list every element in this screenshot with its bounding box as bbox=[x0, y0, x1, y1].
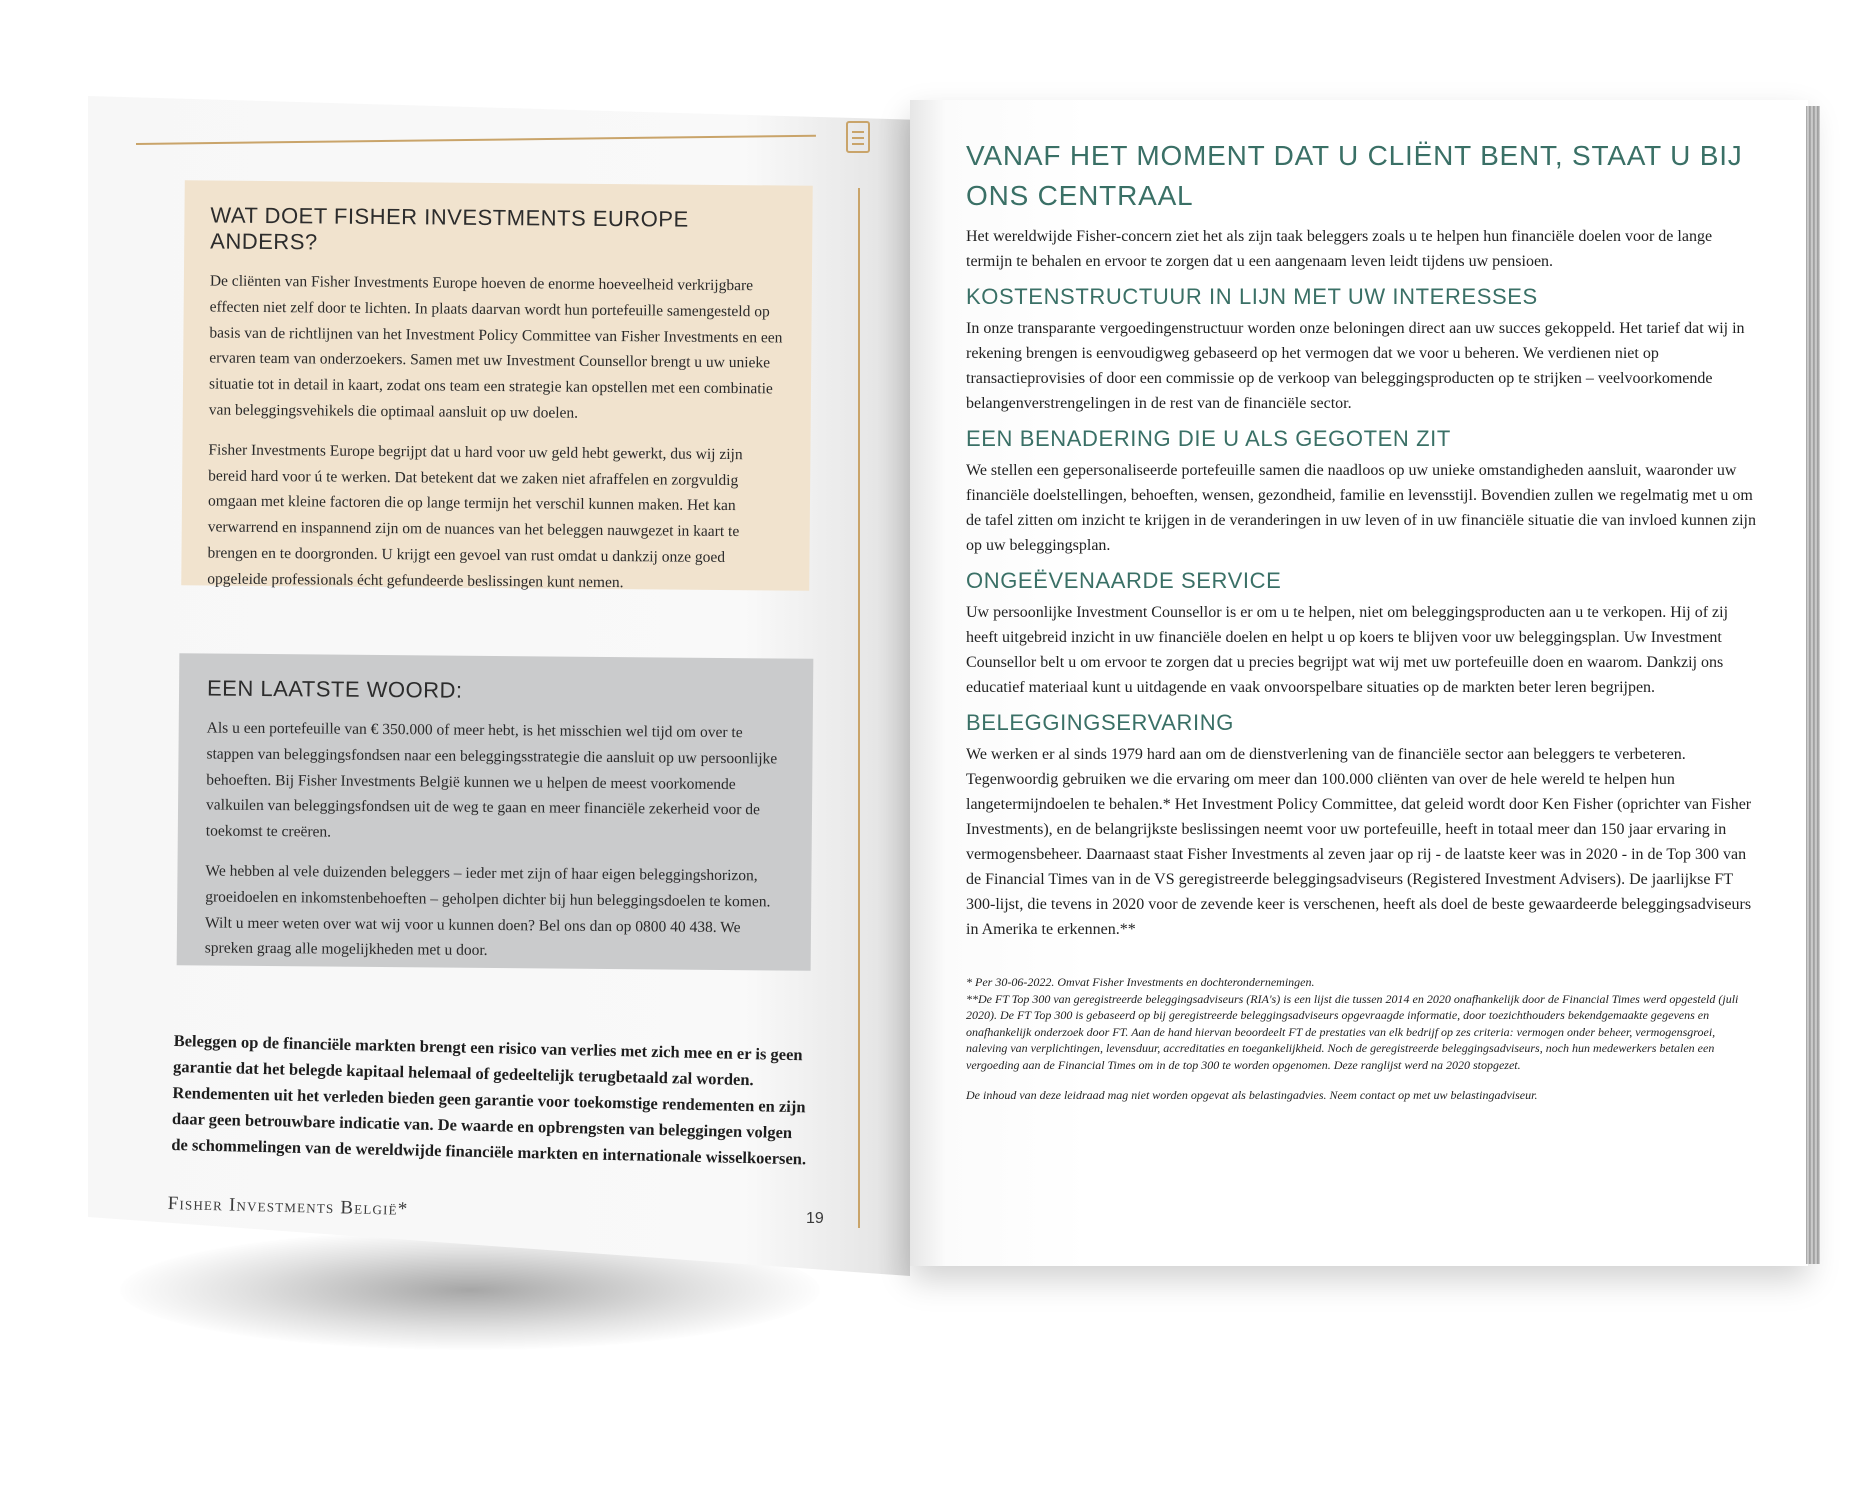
page-stack-edge bbox=[1806, 106, 1820, 1264]
box-paragraph: Als u een portefeuille van € 350.000 of meer hebt, is het misschien wel tijd om over te stappen van beleggingsfondsen naar een beleggingsstrategie die aansluit op uw persoonlijke behoeften. Bij Fisher Investments België kunnen we u helpen de meest voorkomende valkuilen van beleggingsfondsen uit de weg te gaan en meer financiële zekerheid voor de toekomst te creëren. bbox=[205, 719, 778, 841]
vertical-rule bbox=[858, 188, 860, 1228]
section-paragraph: We stellen een gepersonaliseerde portefeuille samen die naadloos op uw unieke omstandigheden aansluit, waaronder uw financiële doelstellingen, behoeften, wensen, gezondheid, familie en levensstijl. Bovendien zullen we regelmatig met u om de tafel zitten om inzicht te krijgen in de veranderingen in uw leven of in uw financiële situatie die van invloed kunnen zijn op uw beleggingsplan. bbox=[966, 462, 1756, 554]
document-list-icon bbox=[846, 121, 870, 153]
right-column bbox=[966, 136, 1756, 1104]
section-title: ONGEËVENAARDE SERVICE bbox=[966, 568, 1282, 593]
box-paragraph: We hebben al vele duizenden beleggers – ieder met zijn of haar eigen beleggingshorizon, groeidoelen en inkomstenbehoeften – geholpen dichter bij hun beleggingsdoelen te komen. Wilt u meer weten over wat wij voor u kunnen doen? Bel ons dan op 0800 40 438. We spreken graag alle mogelijkheden met u door. bbox=[204, 862, 771, 960]
box-title: WAT DOET FISHER INVESTMENTS EUROPE ANDERS? bbox=[210, 202, 689, 255]
risk-disclaimer: Beleggen op de financiële markten brengt een risico van verlies met zich mee en er is geen garantie dat het belegde kapitaal helemaal of gedeeltelijk terugbetaald zal worden. Rendementen uit het verleden bieden geen garantie voor toekomstige rendementen en zijn daar geen betrouwbare indicatie van. De waarde en opbrengsten van beleggingen volgen de schommelingen van de wereldwijde financiële markten en internationale wisselkoersen. bbox=[171, 1030, 807, 1169]
info-box-anders bbox=[181, 180, 813, 590]
section-title: EEN BENADERING DIE U ALS GEGOTEN ZIT bbox=[966, 426, 1451, 451]
footnote: * Per 30-06-2022. Omvat Fisher Investments en dochterondernemingen. bbox=[966, 975, 1315, 989]
section-paragraph: In onze transparante vergoedingenstructuur worden onze beloningen direct aan uw succes gekoppeld. Het tarief dat wij in rekening brengen is eenvoudigweg gebaseerd op het vermogen dat we voor u beheren. We verdienen niet op transactieprovisies of door een commissie op de verkoop van beleggingsproducten op te strijken – veelvoorkomende belangenverstrengelingen in de rest van de financiële sector. bbox=[966, 320, 1745, 412]
page-title: VANAF HET MOMENT DAT U CLIËNT BENT, STAAT U BIJ ONS CENTRAAL bbox=[966, 140, 1743, 211]
brand-name: Fisher Investments België* bbox=[167, 1193, 409, 1220]
box-paragraph: Fisher Investments Europe begrijpt dat u hard voor uw geld hebt gewerkt, dus wij zijn bereid hard voor ú te werken. Dat betekent dat we zaken niet afraffelen en zorgvuldig omgaan met kleine factoren die op lange termijn het verschil kunnen maken. Het kan verwarrend en inspannend zijn om de nuances van het beleggen nauwgezet in kaart te brengen en te doorgronden. U krijgt een gevoel van rust omdat u dankzij onze goed opgeleide professionals écht gefundeerde beslissingen kunt nemen. bbox=[207, 441, 743, 591]
section-title: KOSTENSTRUCTUUR IN LIJN MET UW INTERESSES bbox=[966, 284, 1538, 309]
footnotes bbox=[966, 974, 1756, 1104]
box-paragraph: De cliënten van Fisher Investments Europe hoeven de enorme hoeveelheid verkrijgbare effecten niet zelf door te lichten. In plaats daarvan wordt hun portefeuille samengesteld op basis van de richtlijnen van het Investment Policy Committee van Fisher Investments en een ervaren team van onderzoekers. Samen met uw Investment Counsellor brengt u uw unieke situatie tot in detail in kaart, zodat ons team een strategie kan opstellen met een combinatie van beleggingsvehikels die optimaal aansluit op uw doelen. bbox=[208, 272, 783, 422]
footnote: **De FT Top 300 van geregistreerde beleggingsadviseurs (RIA's) is een lijst die tussen 2014 en 2020 onafhankelijk door de Financial Times werd opgesteld (juli 2020). De FT Top 300 is gebaseerd op bij geregistreerde beleggingsadviseurs opgevraagde informatie, door toezichthouders bekendgemaakte gegevens en onafhankelijk onderzoek door FT. Aan de hand hiervan beoordeelt FT de prestaties van elk bedrijf op zes criteria: vermogen onder beheer, vermogensgroei, naleving van verplichtingen, levensduur, accreditaties en toegankelijkheid. Noch de geregistreerde beleggingsadviseurs, noch hun medewerkers betalen een vergoeding aan de Financial Times om in de top 300 te worden opgenomen. Deze ranglijst werd na 2020 stopgezet. bbox=[966, 991, 1739, 1072]
section-paragraph: Uw persoonlijke Investment Counsellor is er om u te helpen, niet om beleggingsproducten aan u te verkopen. Hij of zij heeft uitgebreid inzicht in uw financiële doelen en helpt u op koers te blijven voor uw beleggingsplan. Uw Investment Counsellor belt u om ervoor te zorgen dat u precies begrijpt wat wij met uw portefeuille doen en waarom. Dankzij ons educatief materiaal kunt u uitdagende en vaak onvoorspelbare situaties op de markten beter leren begrijpen. bbox=[966, 604, 1729, 696]
tax-note: De inhoud van deze leidraad mag niet worden opgevat als belastingadvies. Neem contact op met uw belastingadviseur. bbox=[966, 1088, 1538, 1102]
intro-paragraph: Het wereldwijde Fisher-concern ziet het als zijn taak beleggers zoals u te helpen hun financiële doelen voor de lange termijn te behalen en ervoor te zorgen dat u een aangenaam leven leidt tijdens uw pensioen. bbox=[966, 228, 1713, 270]
section-title: BELEGGINGSERVARING bbox=[966, 710, 1234, 735]
page-number: 19 bbox=[806, 1210, 824, 1227]
box-title: EEN LAATSTE WOORD: bbox=[206, 675, 463, 703]
info-box-laatste-woord bbox=[177, 653, 814, 971]
section-paragraph: We werken er al sinds 1979 hard aan om de dienstverlening van de financiële sector aan beleggers te verbeteren. Tegenwoordig gebruiken we die ervaring om meer dan 100.000 cliënten van over de hele wereld te helpen hun langetermijndoelen te behalen.* Het Investment Policy Committee, dat geleid wordt door Ken Fisher (oprichter van Fisher Investments), en de belangrijkste beslissingen neemt voor uw portefeuille, heeft in totaal meer dan 150 jaar ervaring in vermogensbeheer. Daarnaast staat Fisher Investments al zeven jaar op rij - de laatste keer was in 2020 - in de Top 300 van de Financial Times van in de VS geregistreerde beleggingsadviseurs (Registered Investment Advisers). De jaarlijkse FT 300-lijst, die tevens in 2020 voor de zevende keer is verschenen, heeft als doel de beste gewaardeerde beleggingsadviseurs in Amerika te erkennen.** bbox=[966, 746, 1752, 938]
